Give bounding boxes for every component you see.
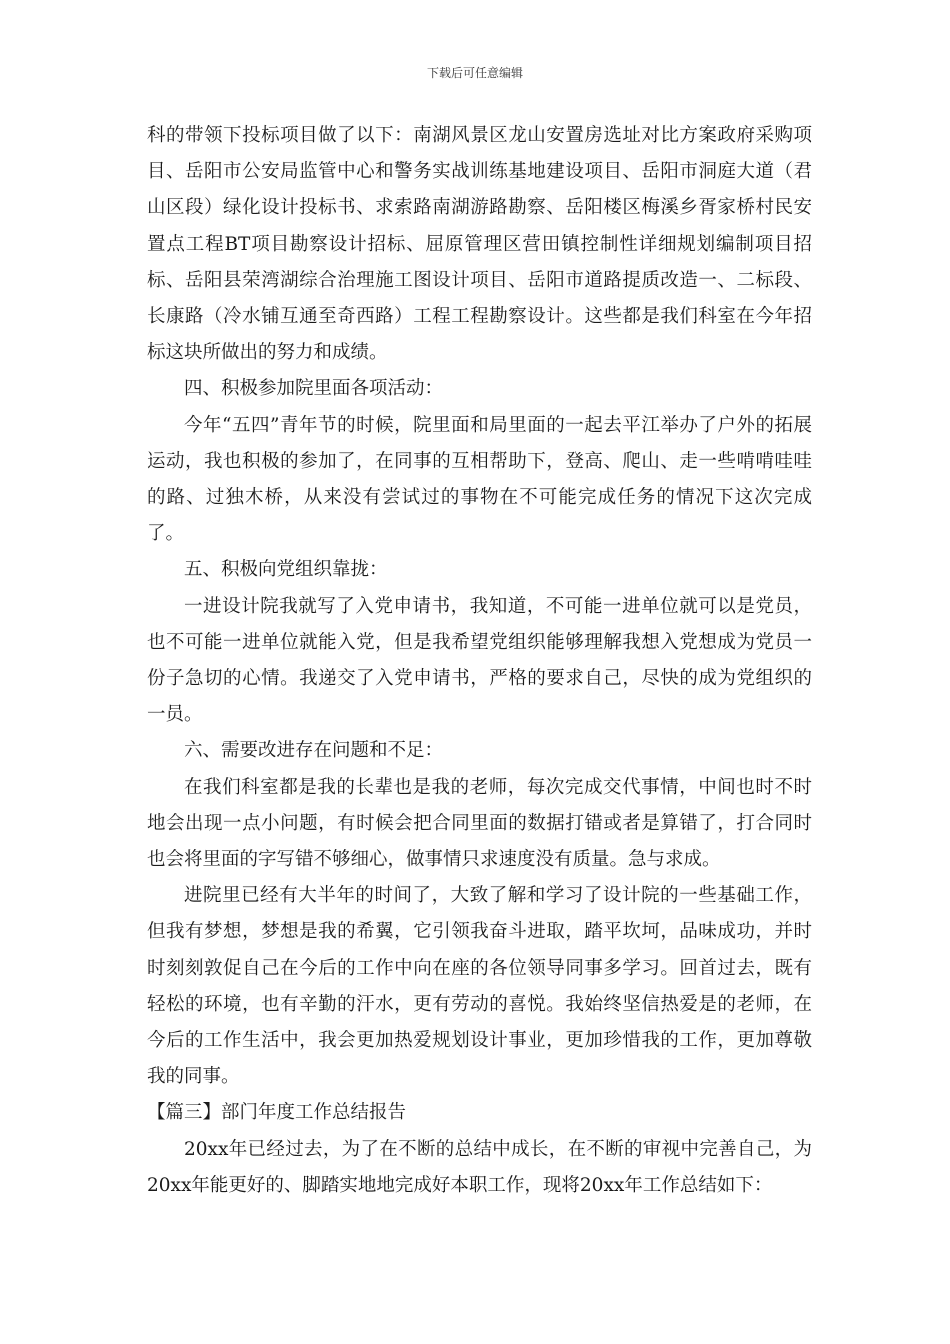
section-heading: 四、积极参加院里面各项活动： [184, 378, 444, 400]
paragraph: 在我们科室都是我的长辈也是我的老师，每次完成交代事情，中间也时不时地会出现一点小问题，有时候会把合同里面的数据打错或者是算错了，打合同时也会将里面的字写错不够细心，做事情只求速度没有质量。急与求成。 [147, 776, 812, 871]
paragraph: 一进设计院我就写了入党申请书，我知道，不可能一进单位就可以是党员，也不可能一进单位就能入党，但是我希望党组织能够理解我想入党想成为党员一份子急切的心情。我递交了入党申请书，严格的要求自己，尽快的成为党组织的一员。 [147, 595, 812, 726]
paragraph: 今年“五四”青年节的时候，院里面和局里面的一起去平江举办了户外的拓展运动，我也积极的参加了，在同事的互相帮助下，登高、爬山、走一些啃啃哇哇的路、过独木桥，从来没有尝试过的事物在不可能完成任务的情况下这次完成了。 [147, 414, 812, 545]
section-heading: 六、需要改进存在问题和不足： [184, 740, 444, 762]
chapter-title: 【篇三】部门年度工作总结报告 [147, 1102, 407, 1124]
paragraph: 科的带领下投标项目做了以下：南湖风景区龙山安置房选址对比方案政府采购项目、岳阳市公安局监管中心和警务实战训练基地建设项目、岳阳市洞庭大道（君山区段）绿化设计投标书、求索路南湖游路勘察、岳阳楼区梅溪乡胥家桥村民安置点工程BT项目勘察设计招标、屈原管理区营田镇控制性详细规划编制项目招标、岳阳县荣湾湖综合治理施工图设计项目、岳阳市道路提质改造一、二标段、长康路（冷水铺互通至奇西路）工程工程勘察设计。这些都是我们科室在今年招标这块所做出的努力和成绩。 [147, 125, 812, 364]
section-heading: 五、积极向党组织靠拢： [184, 559, 388, 581]
paragraph: 进院里已经有大半年的时间了，大致了解和学习了设计院的一些基础工作，但我有梦想，梦想是我的希翼，它引领我奋斗进取，踏平坎坷，品味成功，并时时刻刻敦促自己在今后的工作中向在座的各位领导同事多学习。回首过去，既有轻松的环境，也有辛勤的汗水，更有劳动的喜悦。我始终坚信热爱是的老师，在今后的工作生活中，我会更加热爱规划设计事业，更加珍惜我的工作，更加尊敬我的同事。 [147, 885, 812, 1088]
paragraph: 20xx年已经过去，为了在不断的总结中成长，在不断的审视中完善自己，为20xx年能更好的、脚踏实地地完成好本职工作，现将20xx年工作总结如下： [147, 1138, 812, 1196]
document-body [147, 118, 812, 1204]
page-header: 下载后可任意编辑 [426, 66, 523, 80]
